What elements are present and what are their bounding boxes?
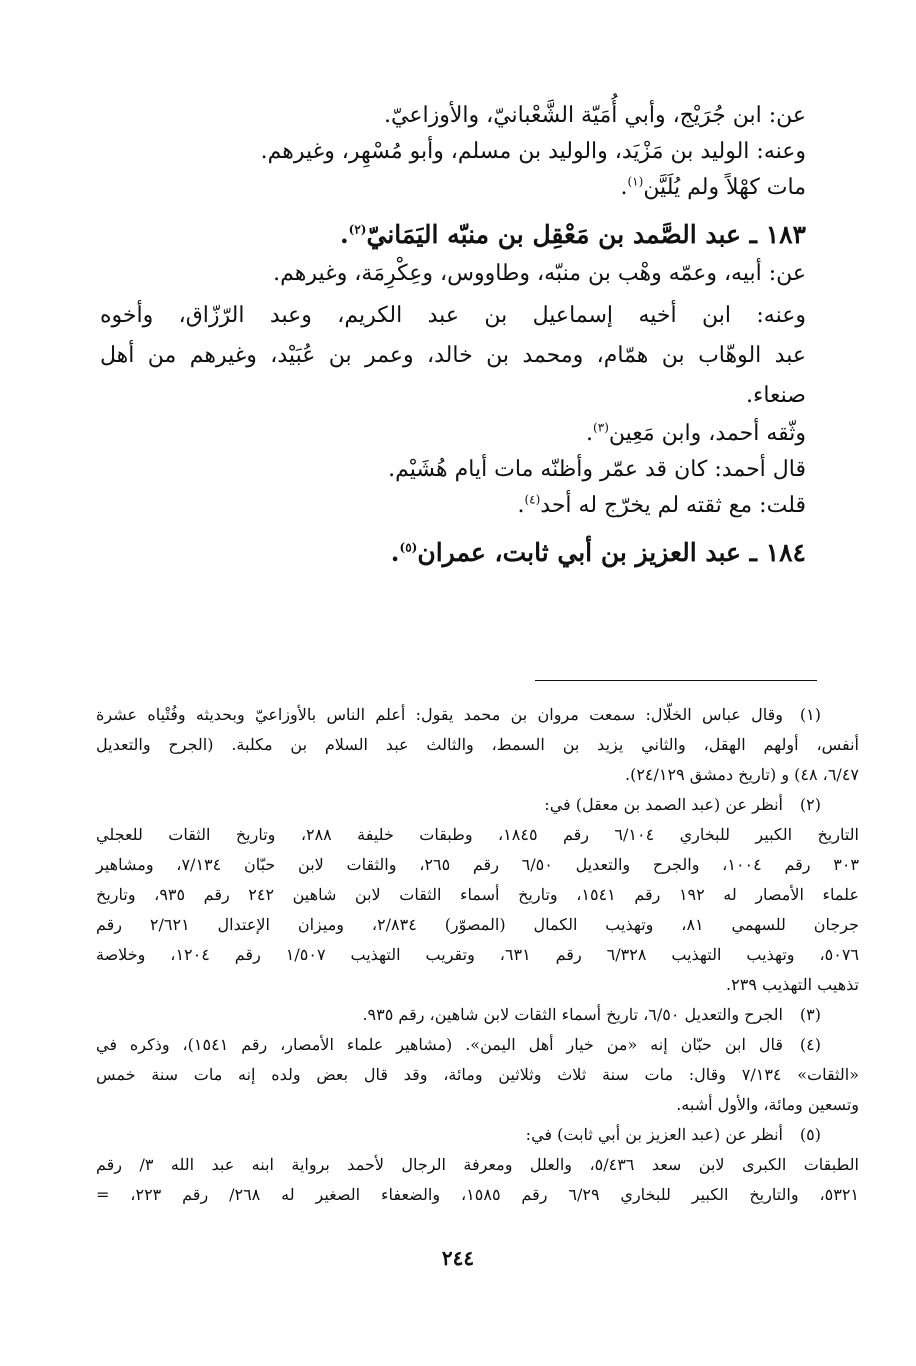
footnote-line: علماء الأمصار له ١٩٢ رقم ١٥٤١، وتاريخ أسماء الثقات لابن شاهين ٢٤٢ رقم ٩٣٥، وتاريخ (96, 885, 860, 904)
footnote-number: (١) (799, 705, 821, 724)
footnote-3 (96, 1000, 821, 1030)
entry182-death-end: . (620, 175, 628, 200)
entry182-students-text: وعنه: الوليد بن مَزْيَد، والوليد بن مسلم، وأبو مُسْهِر، وغيرهم. (260, 139, 806, 164)
footnote-5 (96, 1120, 821, 1150)
entry183-tawthiq-text: وثّقه أحمد، وابن مَعِين (608, 421, 806, 446)
footnote-body (96, 1120, 783, 1150)
footnote-body (96, 730, 859, 790)
footnote-body (96, 700, 783, 730)
footnote-ref-3[interactable]: (٣) (593, 420, 609, 435)
entry184-title-text: ١٨٤ ـ عبد العزيز بن أبي ثابت، عمران (417, 538, 806, 567)
footnote-line: «الثقات» ٧/١٣٤ وقال: مات سنة ثلاث وثلاثين ومائة، وقد قال بعض ولده إنه مات سنة خمس (96, 1065, 859, 1084)
entry183-title (100, 214, 806, 256)
entry182-death (100, 170, 806, 206)
entry183-ahmad (100, 452, 806, 488)
footnote-line: وتسعين ومائة، والأول أشبه. (676, 1095, 859, 1114)
footnote-number: (٥) (799, 1125, 821, 1144)
footnote-2-cont (96, 820, 859, 1000)
entry183-title-end: . (339, 220, 349, 249)
footnote-line: الجرح والتعديل ٦/٥٠، تاريخ أسماء الثقات لابن شاهين، رقم ٩٣٥. (362, 1005, 783, 1024)
footnote-body (96, 1030, 783, 1060)
entry183-title-text: ١٨٣ ـ عبد الصَّمد بن مَعْقِل بن منبّه اليَمَانيّ (366, 220, 806, 249)
entry182-death-text: مات كهْلاً ولم يُلَيَّن (643, 175, 806, 200)
entry183-tawthiq-end: . (586, 421, 594, 446)
footnote-4-cont (96, 1060, 859, 1120)
footnote-line: التاريخ الكبير للبخاري ٦/١٠٤ رقم ١٨٤٥، وطبقات خليفة ٢٨٨، وتاريخ الثقات للعجلي (96, 825, 860, 844)
entry183-qultu-text: قلت: مع ثقته لم يخرّج له أحد (540, 493, 806, 518)
footnote-line: ٦/٤٧، ٤٨) و (تاريخ دمشق ٢٤/١٢٩). (625, 765, 859, 784)
page-number: ٢٤٤ (441, 1246, 475, 1270)
footnote-1 (96, 700, 821, 730)
entry182-students (100, 134, 806, 170)
footnote-4 (96, 1030, 821, 1060)
footnote-line: ٥٠٧٦، وتهذيب التهذيب ٦/٣٢٨ رقم ٦٣١، وتقريب التهذيب ١/٥٠٧ رقم ١٢٠٤، وخلاصة (96, 945, 860, 964)
footnote-body (96, 790, 783, 820)
entry183-students-line1: وعنه: ابن أخيه إسماعيل بن عبد الكريم، وعبد الرّزّاق، وأخوه (100, 303, 806, 328)
footnote-line: أنفس، أولهم الهقل، والثاني يزيد بن السمط، والثالث عبد السلام بن مكلبة. (الجرح والتعديل (96, 735, 859, 754)
footnote-line: ٣٠٣ رقم ١٠٠٤، والجرح والتعديل ٦/٥٠ رقم ٢٦٥، والثقات لابن حبّان ٧/١٣٤، ومشاهير (96, 855, 860, 874)
footnote-number: (٣) (799, 1005, 821, 1024)
entry184-title (100, 532, 806, 574)
footnote-ref-4[interactable]: (٤) (524, 492, 541, 507)
entry183-students-line2: عبد الوهّاب بن همّام، ومحمد بن خالد، وعمر بن عُبَيْد، وغيرهم من أهل (100, 343, 806, 368)
footnote-body (96, 1150, 859, 1210)
entry183-qultu-end: . (517, 493, 525, 518)
footnote-1-cont (96, 730, 859, 790)
footnote-line: أنظر عن (عبد الصمد بن معقل) في: (544, 795, 783, 814)
entry183-from-text: عن: أبيه، وعمّه وهْب بن منبّه، وطاووس، وعِكْرِمَة، وغيرهم. (273, 261, 806, 286)
footnote-line: الطبقات الكبرى لابن سعد ٥/٤٣٦، والعلل ومعرفة الرجال لأحمد برواية ابنه عبد الله ٣/ رقم (96, 1155, 860, 1174)
footnote-2 (96, 790, 821, 820)
entry183-students (100, 296, 806, 416)
footnote-line: قال ابن حبّان إنه «من خيار أهل اليمن». (مشاهير علماء الأمصار، رقم ١٥٤١)، وذكره في (96, 1035, 783, 1054)
footnote-5-cont (96, 1150, 859, 1210)
footnote-line: جرجان للسهمي ٨١، وتهذيب الكمال (المصوّر) ٢/٨٣٤، وميزان الإعتدال ٢/٦٢١ رقم (96, 915, 860, 934)
entry184-title-end: . (390, 538, 400, 567)
main-text (100, 98, 806, 574)
entry182-from (100, 98, 806, 134)
entry183-students-line3: صنعاء. (746, 383, 806, 408)
footnote-body (96, 1000, 783, 1030)
footnote-ref-2[interactable]: (٢) (348, 222, 367, 237)
footnote-body (96, 820, 859, 1000)
entry183-qultu (100, 488, 806, 524)
footnote-separator (535, 680, 817, 681)
footnote-line: ٥٣٢١، والتاريخ الكبير للبخاري ٦/٢٩ رقم ١٥٨٥، والضعفاء الصغير له ٢٦٨/ رقم ٢٢٣، = (96, 1185, 860, 1204)
footnote-line: وقال عباس الخلّال: سمعت مروان بن محمد يقول: أعلم الناس بالأوزاعيّ وبحديثه وفُتْياه عشرة (96, 705, 783, 724)
entry183-from (100, 256, 806, 292)
footnotes (96, 700, 860, 1210)
footnote-ref-1[interactable]: (١) (627, 174, 644, 189)
footnote-body (96, 1060, 859, 1120)
entry183-tawthiq (100, 416, 806, 452)
footnote-ref-5[interactable]: (٥) (399, 540, 418, 555)
footnote-number: (٢) (799, 795, 821, 814)
entry183-ahmad-text: قال أحمد: كان قد عمّر وأظنّه مات أيام هُشَيْم. (388, 457, 806, 482)
footnote-line: تذهيب التهذيب ٢٣٩. (726, 975, 859, 994)
entry182-from-text: عن: ابن جُرَيْج، وأبي أُمَيّة الشَّعْبانيّ، والأوزاعيّ. (384, 103, 806, 128)
footnote-number: (٤) (799, 1035, 821, 1054)
footnote-line: أنظر عن (عبد العزيز بن أبي ثابت) في: (525, 1125, 783, 1144)
